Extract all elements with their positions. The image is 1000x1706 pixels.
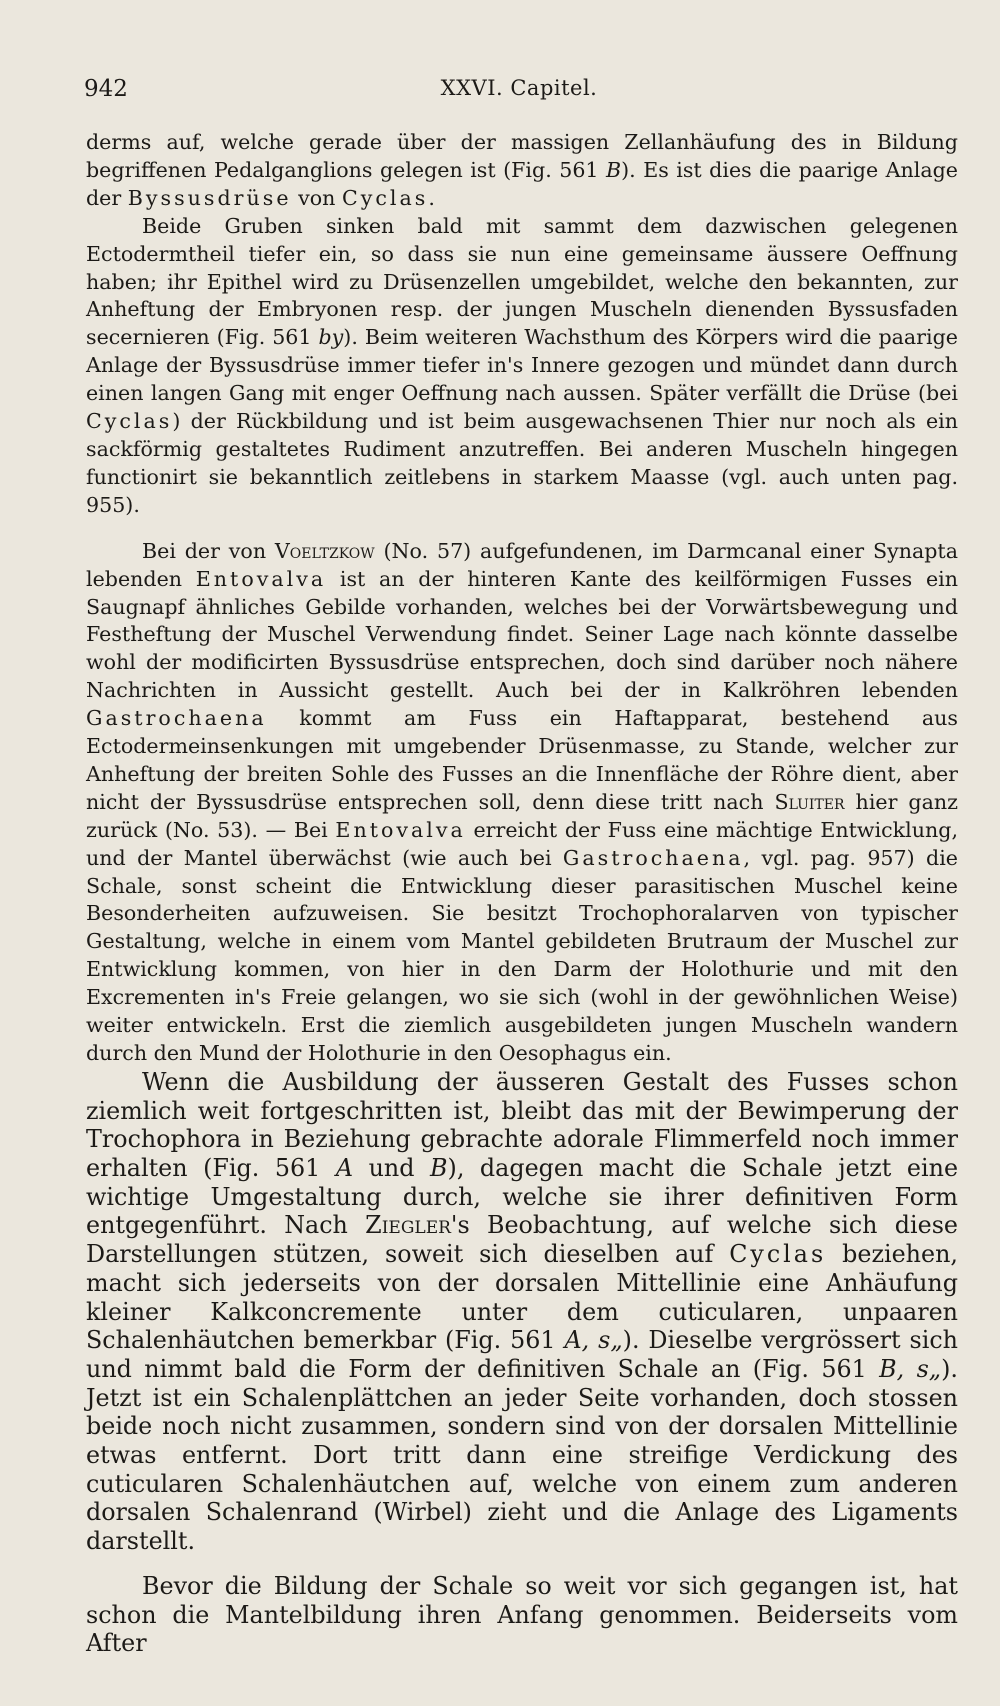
figure-ref: A bbox=[335, 1154, 354, 1183]
text-run: 's Beobachtung, auf welche sich diese Darstellungen stützen, soweit sich dieselben auf bbox=[86, 1211, 958, 1269]
paragraph-1 bbox=[86, 129, 958, 213]
text-run: kommt am Fuss ein Haftapparat, bestehend aus Ectodermeinsenkungen mit umgebender Drüsenmasse, zu Stande, welcher zur Anheftung der breiten Sohle des Fusses an die Innenfläche der Röhre dient, aber nicht der Byssusdrüse entsprechen soll, denn diese tritt nach bbox=[86, 706, 958, 814]
text-run: und bbox=[353, 1154, 431, 1183]
text-run: (No. 57) aufgefundenen, im Darmcanal einer Synapta lebenden bbox=[86, 538, 958, 591]
text-run: hier ganz zurück (No. 53). — Bei bbox=[86, 789, 958, 842]
spaced-term: Gastrochaena bbox=[86, 706, 267, 731]
text-run: ). Jetzt ist ein Schalenplättchen an jeder Seite vorhanden, doch stossen beide noch nicht zusammen, sondern sind von der dorsalen Mittellinie etwas entfernt. Dort tritt dann eine streifige Verdickung des cuticularen Schalenhäutchen auf, welche von einem zum anderen dorsalen Schalenrand (Wirbel) zieht und die Anlage des Ligaments darstellt. bbox=[86, 1354, 958, 1556]
text-run: Bei der von bbox=[142, 538, 275, 563]
text-run: ). Beim weiteren Wachsthum des Körpers wird die paarige Anlage der Byssusdrüse immer tiefer in's Innere gezogen und mündet dann durch einen langen Gang mit enger Oeffnung nach aussen. Später verfällt die Drüse (bei bbox=[86, 325, 958, 406]
figure-ref: B bbox=[430, 1154, 448, 1183]
spaced-term: Cyclas bbox=[86, 409, 173, 434]
text-run: , vgl. pag. 957) die Schale, sonst scheint die Entwicklung dieser parasitischen Muschel keine Besonderheiten aufzuweisen. Sie besitzt Trochophoralarven von typischer Gestaltung, welche in einem vom Mantel gebildeten Brutraum der Muschel zur Entwicklung kommen, von hier in den Darm der Holothurie und mit den Excrementen in's Freie gelangen, wo sie sich (wohl in der gewöhnlichen Weise) weiter entwickeln. Erst die ziemlich ausgebildeten jungen Muscheln wandern durch den Mund der Holothurie in den Oesophagus ein. bbox=[86, 845, 958, 1065]
spaced-term: Entovalva bbox=[195, 566, 327, 591]
text-run: beziehen, macht sich jederseits von der dorsalen Mittellinie eine Anhäufung kleiner Kalkconcremente unter dem cuticularen, unpaaren Schalenhäutchen bemerkbar (Fig. 561 bbox=[86, 1240, 958, 1355]
text-run: erreicht der Fuss eine mächtige Entwicklung, und der Mantel überwächst (wie auch bei bbox=[86, 817, 959, 870]
text-run: ). Es ist dies die paarige Anlage der bbox=[86, 157, 958, 210]
text-run: ist an der hinteren Kante des keilförmigen Fusses ein Saugnapf ähnliches Gebilde vorhanden, welches bei der Vorwärtsbewegung und Festheftung der Muschel Verwendung findet. Seiner Lage nach könnte dasselbe wohl der modificirten Byssusdrüse entsprechen, doch sind darüber noch nähere Nachrichten in Aussicht gestellt. Auch bei der in Kalkröhren lebenden bbox=[86, 566, 958, 703]
author-name: Voeltzkow bbox=[274, 538, 375, 563]
paragraph-3 bbox=[86, 538, 958, 1068]
paragraph-5 bbox=[86, 1572, 958, 1658]
text-run: Wenn die Ausbildung der äusseren Gestalt des Fusses schon ziemlich weit fortgeschritten ist, bleibt das mit der Bewimperung der Trochophora in Beziehung gebrachte adorale Flimmerfeld noch immer erhalten (Fig. 561 bbox=[86, 1067, 958, 1183]
spaced-term: Entovalva bbox=[335, 817, 466, 842]
text-run: ) der Rückbildung und ist beim ausgewachsenen Thier nur noch als ein sackförmig gestaltetes Rudiment anzutreffen. Bei anderen Muscheln hingegen functionirt sie bekanntlich zeitlebens in starkem Maasse (vgl. auch unten pag. 955). bbox=[86, 409, 958, 517]
text-run: Beide Gruben sinken bald mit sammt dem dazwischen gelegenen Ectodermtheil tiefer ein, so dass sie nun eine gemeinsame äussere Oeffnung haben; ihr Epithel wird zu Drüsenzellen umgebildet, welche den bekannten, zur Anheftung der Embryonen resp. der jungen Muscheln dienenden Byssusfaden secernieren (Fig. 561 bbox=[86, 213, 958, 350]
spaced-term: Byssusdrüse bbox=[127, 185, 292, 210]
figure-ref: by bbox=[318, 325, 344, 350]
text-run: von bbox=[291, 185, 342, 210]
text-run: derms auf, welche gerade über der massigen Zellanhäufung des in Bildung begriffenen Pedalganglions gelegen ist (Fig. 561 bbox=[86, 130, 958, 182]
page-number: 942 bbox=[84, 76, 128, 102]
body-text bbox=[86, 129, 958, 1658]
paragraph-2 bbox=[86, 213, 958, 520]
page-header bbox=[84, 76, 954, 106]
spaced-term: Cyclas bbox=[729, 1240, 827, 1269]
text-run: . bbox=[428, 185, 435, 210]
spaced-term: Cyclas bbox=[341, 185, 429, 210]
figure-ref: A, s„ bbox=[564, 1326, 623, 1355]
paragraph-4 bbox=[86, 1068, 958, 1556]
running-head: XXVI. Capitel. bbox=[440, 76, 598, 100]
text-run: ), dagegen macht die Schale jetzt eine wichtige Umgestaltung durch, welche sie ihrer definitiven Form entgegenführt. Nach bbox=[86, 1154, 959, 1240]
spaced-term: Gastrochaena bbox=[562, 845, 744, 870]
author-name: Ziegler bbox=[365, 1211, 451, 1240]
figure-ref: B, s„ bbox=[879, 1354, 942, 1383]
text-run: ). Dieselbe vergrössert sich und nimmt bald die Form der definitiven Schale an (Fig. 561 bbox=[86, 1326, 958, 1383]
author-name: Sluiter bbox=[774, 789, 845, 814]
figure-ref: B bbox=[606, 157, 622, 182]
text-run: Bevor die Bildung der Schale so weit vor sich gegangen ist, hat schon die Mantelbildung ihren Anfang genommen. Beiderseits vom After bbox=[86, 1571, 958, 1658]
